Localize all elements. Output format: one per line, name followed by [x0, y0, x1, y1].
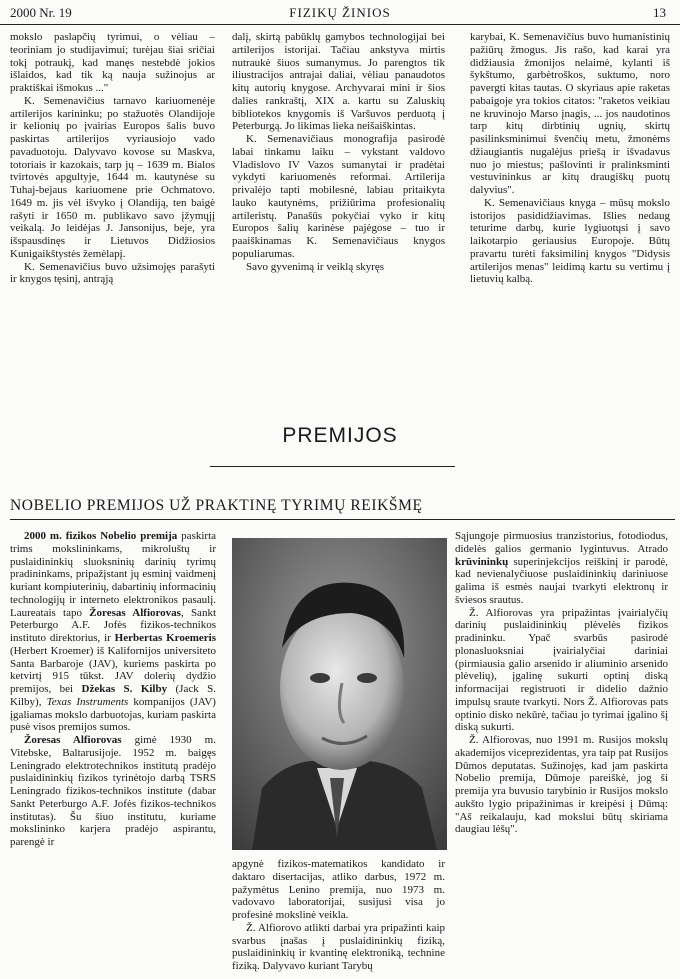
paragraph: K. Semenavičiaus knyga – mūsų mokslo istorijos pasididžiavimas. Išlies nedaug teturime darbų, kurie lygiuotųsi į savo laikotarpio geriausius Europoje. Būtų pravartu turėti faksimilinį knygos "Didysis artilerijos menas" leidimą kartu su vertimu į lietuvių kalbą.: [470, 196, 670, 286]
issue-number: 2000 Nr. 19: [10, 5, 72, 20]
paragraph: dalį, skirtą pabūklų gamybos technologijai bei artilerijos istorijai. Tačiau ankstyva mirtis nutraukė šiuos sumanymus. Jo parengtos tik iliustracijos antrajai daliai, vėliau panaudotos kitų autorių knygose. Archyvarai mini ir šios dalies rankraštį, XIX a. kartu su Zaluskių bibliotekos knygomis iš Varšuvos perduotą į Peterburgą. Jo likimas lieka neišaiškintas.: [232, 31, 445, 133]
section-title: PREMIJOS: [282, 424, 398, 447]
paragraph: apgynė fizikos-matematikos kandidato ir daktaro disertacijas, atliko darbus, 1972 m. pažymėtus Lenino premija, nuo 1973 m. vadovavo laboratorijai, susijusi visa jo profesinė mokslinė veikla.: [232, 858, 445, 921]
laureate-name: Herbertas Kroemeris: [114, 632, 216, 644]
paragraph: K. Semenavičius tarnavo kariuomenėje artilerijos karininku; po stažuotės Olandijoje ir kelionių po įvairias Europos šalis buvo paskirtas artilerijos vyriausiojo vado pavaduotoju. Dalyvavo kovose su Maskva, totoriais ir kazokais, tarp jų – 1639 m. Bialos tvirtovės apgultyje, 1644 m. kautynėse su Tuhaj-bejaus kariuomene prie Ochmatovo. 1649 m. jis vėl išvyko į Olandiją, ten baigė rašyti ir 1650 m. publikavo savo įžymųjį veikalą. Jo leidėjas J. Jansonijus, beje, yra išspausdinęs ir Lietuvos Didžiosios Kunigaikštystės žemėlapį.: [10, 94, 215, 260]
headline-divider: [10, 519, 675, 520]
paragraph: mokslo paslapčių tyrimui, o vėliau – teoriniam jo studijavimui; turėjau šiai sričiai tokį potraukį, kad manęs nestebdė jokios išlaidos, kad tik ką nauja sužinojus ar praktiškai išmokus ...": [10, 31, 215, 94]
article-column-1: 2000 m. fizikos Nobelio premija paskirta trims mokslininkams, mikroluštų ir puslaidininkių sluoksninių darinių tyrimų pradininkams, pripažįstant jų esminį vaidmenį kuriant kompiuterinių, dabartinių informacinių technologijų ir interneto elektronikos pasaulį. Laureatais tapo Žoresas Alfiorovas, Sankt Peterburgo A.F. Jofės fizikos-technikos instituto direktorius, ir Herbertas Kroemeris (Herbert Kroemer) iš Kalifornijos universiteto Santa Barbaroje (JAV), kuriems paskirta po ketvirtį 915 tūkst. JAV dolerių dydžio premijos, bei Džekas S. Kilby (Jack S. Kilby), Texas Instruments kompanijos (JAV) įgaliamas mokslo darbuotojas, kuriam paskirta pusė visos premijos sumos. Žoresas Alfiorovas gimė 1930 m. Vitebske, Baltarusijoje. 1952 m. baigęs Leningrado elektrotechnikos institutą pradėjo puslaidininkių fizikos tyrinėtojo darbą TSRS Leningrado fizikos-technikos institute (dabar Sankt Peterburgo A.F. Jofės fizikos-technikos institutas). Šu šiuo institutu, kuriame mokslininko karjera pradėjo aspirantu, parengė ir: [10, 530, 216, 848]
page-header: [0, 0, 680, 25]
company-name: Texas Instruments: [46, 695, 129, 708]
paragraph: Ž. Alfiorovo atlikti darbai yra pripažinti kaip svarbus įnašas į puslaidininkių fiziką, puslaidininkių ir kvantinę elektroniką, technine fiziką. Dalyvavo kuriant Tarybų: [232, 921, 445, 972]
paragraph: K. Semenavičius buvo užsimojęs parašyti ir knygos tęsinį, antrąją: [10, 260, 215, 286]
journal-title: FIZIKŲ ŽINIOS: [289, 5, 391, 20]
paragraph: Ž. Alfiorovas yra pripažintas įvairialyčių darinių puslaidininkių plėvelės fizikos pradininku. Ypač svarbūs pasirodė plonasluoksniai įvairialyčiai dariniai (pirmiausia galio arsenido ir aliuminio arsenido plėvelių), įgalinę sukurti optinį diską informacijai registruoti ir didelio dažnio impulsų sraute tvarkyti. Nors Ž. Alfiorovas pats optinio disko nekūrė, tačiau jo tyrimai įgalino šį diską sukurti.: [455, 606, 668, 734]
top-article-column-3: [470, 31, 670, 419]
laureate-name: Žoresas Alfiorovas: [24, 734, 122, 746]
paragraph: K. Semenavičiaus monografija pasirodė labai tinkamu laiku – vykstant valdovo Vladislovo IV Vazos sumanytai ir pradėtai vykdyti kariuomenės reformai. Artilerija privalėjo tapti mobilesnė, labiau pritaikyta lauko kautynėms, prižiūrima profesionalių artileristų. Panašūs pokyčiai vyko ir kitų Europos šalių karinėse pajėgose – tuo ir paaiškinamas K. Semenavičiaus knygos populiarumas.: [232, 133, 445, 260]
paragraph: Ž. Alfiorovas, nuo 1991 m. Rusijos mokslų akademijos viceprezidentas, yra taip pat Rusijos Dūmos deputatas. Sužinojęs, kad jam paskirta Nobelio premija, Dūmoje pareiškė, jog ši premija yra buvusio tarybinio ir Rusijos mokslo aukšto lygio pripažinimas ir kreipėsi į Dūmą: "Aš reikalauju, kad mokslui būtų skiriama daugiau lėšų".: [455, 734, 668, 836]
lead-bold: 2000 m. fizikos Nobelio premija: [24, 530, 178, 542]
portrait-image: [232, 538, 447, 850]
page-number: 13: [653, 5, 666, 20]
paragraph: Savo gyvenimą ir veiklą skyręs: [246, 260, 385, 273]
section-divider: [210, 466, 455, 467]
laureate-portrait-photo: [232, 538, 447, 850]
article-column-2: [232, 858, 445, 973]
laureate-name: Džekas S. Kilby: [81, 683, 168, 695]
top-article-column-1: [10, 31, 215, 419]
article-column-3: Sąjungoje pirmuosius tranzistorius, fotodiodus, didelės galios germanio lygintuvus. Atrado krūvininkų superinjekcijos reiškinį ir parodė, kad nevienalyčiuose puslaidininkių dariniuose galima iš esmės naujai tvarkyti elektronų ir šviesos srautus. Ž. Alfiorovas yra pripažintas įvairialyčių darinių puslaidininkių plėvelės fizikos pradininku. Ypač svarbūs pasirodė plonasluoksniai įvairialyčiai dariniai (pirmiausia galio arsenido ir aliuminio arsenido plėvelių), įgalinę sukurti optinį diską informacijai registruoti ir didelio dažnio impulsų sraute tvarkyti. Nors Ž. Alfiorovas pats optinio disko nekūrė, tačiau jo tyrimai įgalino šį diską sukurti. Ž. Alfiorovas, nuo 1991 m. Rusijos mokslų akademijos viceprezidentas, yra taip pat Rusijos Dūmos deputatas. Sužinojęs, kad jam paskirta Nobelio premija, Dūmoje pareiškė, jog ši premija yra buvusio tarybinio ir Rusijos mokslo aukšto lygio pripažinimas ir kreipėsi į Dūmą: "Aš reikalauju, kad mokslui būtų skiriama daugiau lėšų".: [455, 530, 668, 836]
laureate-name: Žoresas Alfiorovas: [89, 606, 181, 619]
top-article-column-2: [232, 31, 445, 419]
paragraph: karybai, K. Semenavičius buvo humanistinių pažiūrų žmogus. Jis rašo, kad karai yra didžiausia žmonijos nelaimė, kylanti iš šykštumo, garbėtroškos, suktumo, noro pavergti kitas tautas. O skyriaus apie raketas pabaigoje yra tokios citatos: "raketos veikiau ne kruvinojo Marso įnagis, ... jos naudotinos tarp kitų dirbtinių ugnių, skirtų pasilinksminimui švenčių metu, žmonėms džiaugiantis nugalėjus priešą ir išvadavus nuo jo miestus; pašlovinti ir pralinksminti vestuvininkus ar kitų draugiškų puotų dalyvius".: [470, 31, 670, 196]
article-headline: NOBELIO PREMIJOS UŽ PRAKTINĘ TYRIMŲ REIKŠMĘ: [10, 497, 423, 514]
